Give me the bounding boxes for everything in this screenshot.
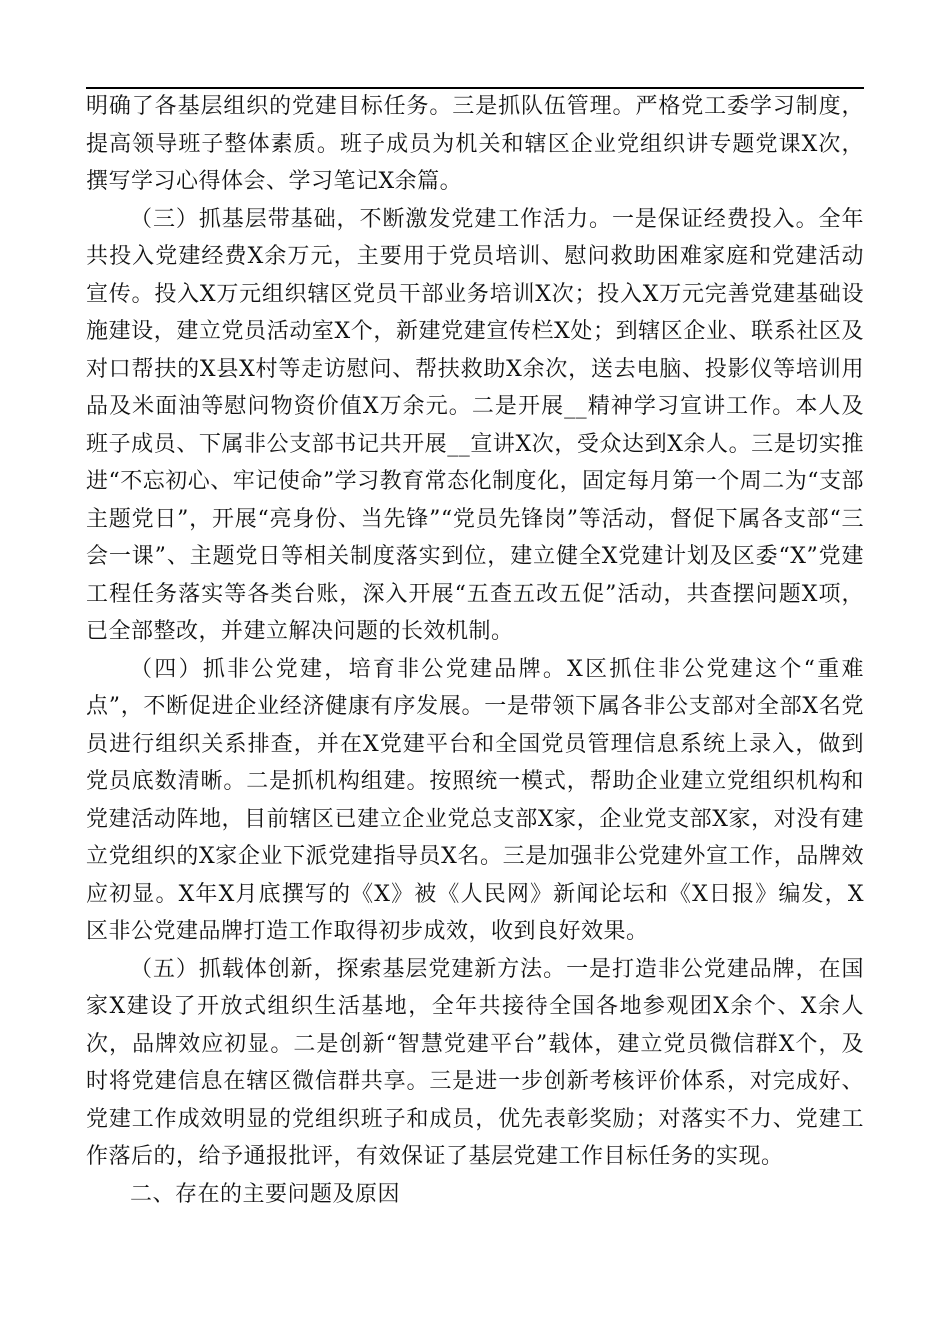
document-body <box>86 88 864 1213</box>
paragraph-section-3: （三）抓基层带基础，不断激发党建工作活力。一是保证经费投入。全年共投入党建经费X余万元，主要用于党员培训、慰问救助困难家庭和党建活动宣传。投入X万元组织辖区党员干部业务培训X次；投入X万元完善党建基础设施建设，建立党员活动室X个，新建党建宣传栏X处；到辖区企业、联系社区及对口帮扶的X县X村等走访慰问、帮扶救助X余次，送去电脑、投影仪等培训用品及米面油等慰问物资价值X万余元。二是开展__精神学习宣讲工作。本人及班子成员、下属非公支部书记共开展__宣讲X次，受众达到X余人。三是切实推进“不忘初心、牢记使命”学习教育常态化制度化，固定每月第一个周二为“支部主题党日”，开展“亮身份、当先锋”“党员先锋岗”等活动，督促下属各支部“三会一课”、主题党日等相关制度落实到位，建立健全X党建计划及区委“X”党建工程任务落实等各类台账，深入开展“五查五改五促”活动，共查摆问题X项，已全部整改，并建立解决问题的长效机制。 <box>86 206 864 644</box>
section-heading-problems: 二、存在的主要问题及原因 <box>130 1181 401 1207</box>
paragraph-section-5: （五）抓载体创新，探索基层党建新方法。一是打造非公党建品牌，在国家X建设了开放式组织生活基地，全年共接待全国各地参观团X余个、X余人次，品牌效应初显。二是创新“智慧党建平台”载体，建立党员微信群X个，及时将党建信息在辖区微信群共享。三是进一步创新考核评价体系，对完成好、党建工作成效明显的党组织班子和成员，优先表彰奖励；对落实不力、党建工作落后的，给予通报批评，有效保证了基层党建工作目标任务的实现。 <box>86 956 864 1169</box>
paragraph-continuation: 明确了各基层组织的党建目标任务。三是抓队伍管理。严格党工委学习制度，提高领导班子整体素质。班子成员为机关和辖区企业党组织讲专题党课X次，撰写学习心得体会、学习笔记X余篇。 <box>86 94 864 194</box>
paragraph-section-4: （四）抓非公党建，培育非公党建品牌。X区抓住非公党建这个“重难点”，不断促进企业经济健康有序发展。一是带领下属各非公支部对全部X名党员进行组织关系排查，并在X党建平台和全国党员管理信息系统上录入，做到党员底数清晰。二是抓机构组建。按照统一模式，帮助企业建立党组织机构和党建活动阵地，目前辖区已建立企业党总支部X家，企业党支部X家，对没有建立党组织的X家企业下派党建指导员X名。三是加强非公党建外宣工作，品牌效应初显。X年X月底撰写的《X》被《人民网》新闻论坛和《X日报》编发，X区非公党建品牌打造工作取得初步成效，收到良好效果。 <box>86 656 864 944</box>
